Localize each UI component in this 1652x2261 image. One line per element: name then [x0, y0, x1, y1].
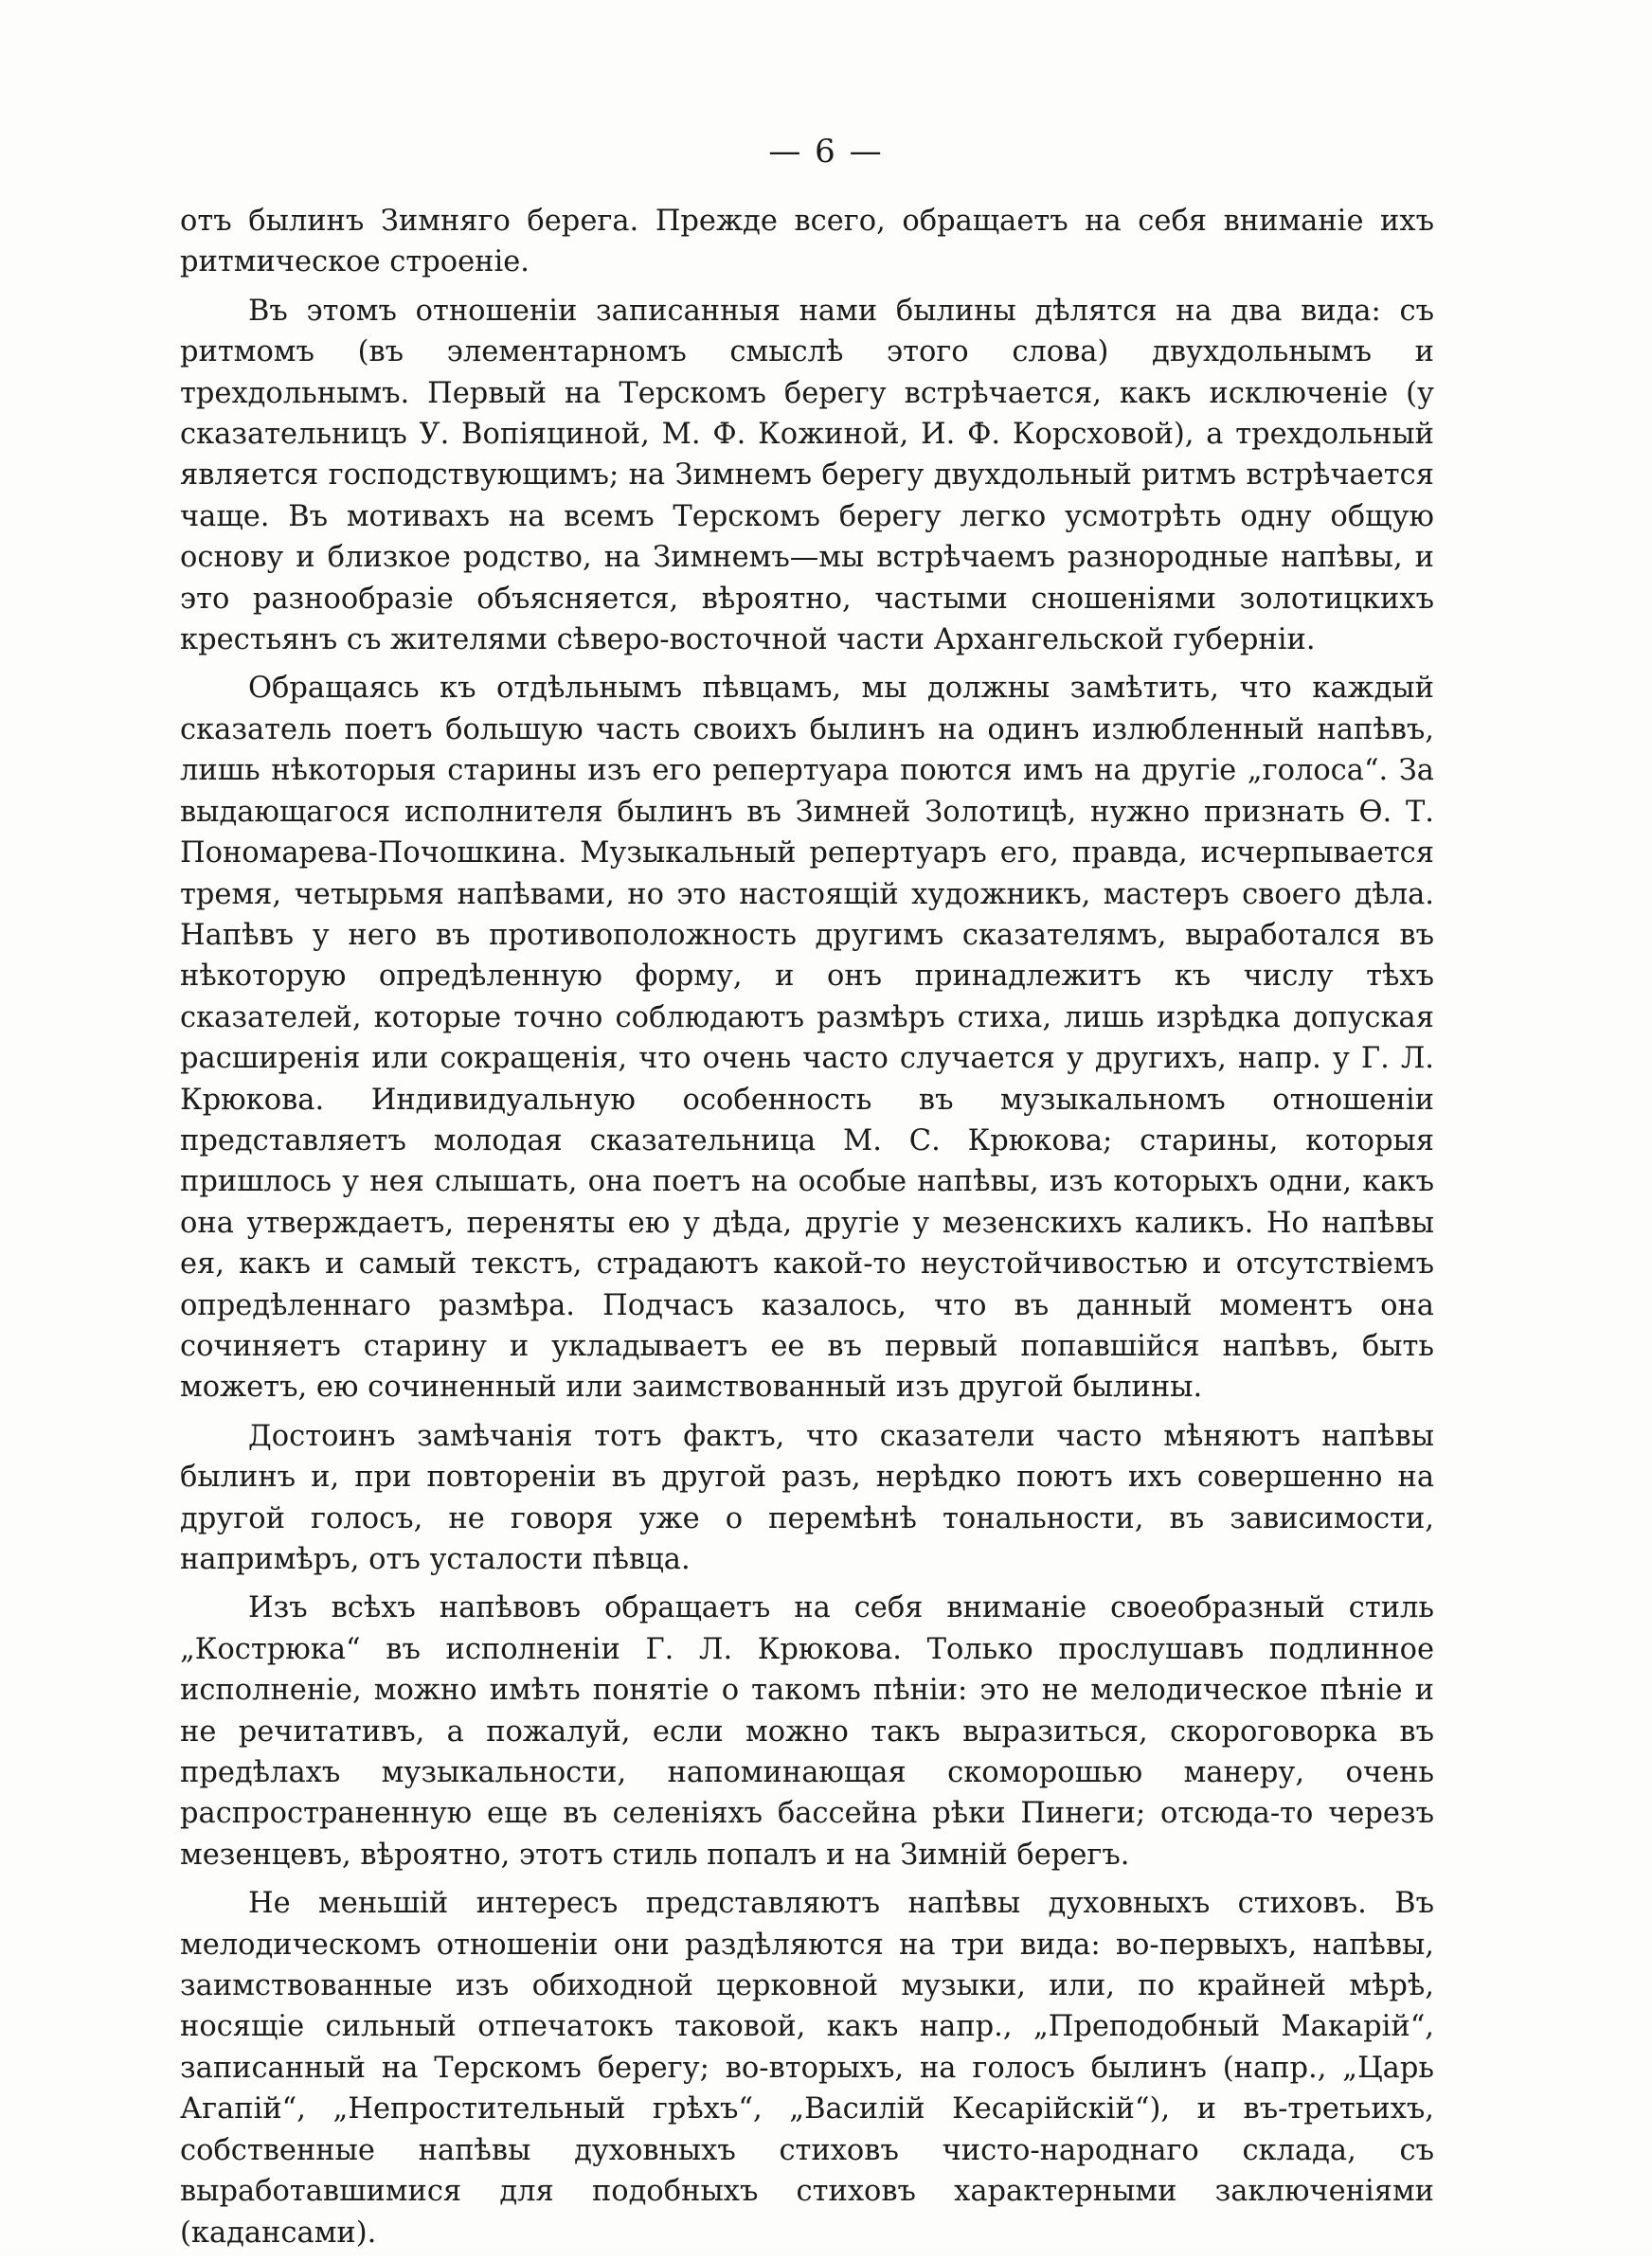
- text-body: [180, 201, 1434, 2261]
- paragraph-spiritual-verses: Не меньшій интересъ представляютъ напѣвы духовныхъ стиховъ. Въ мелодическомъ отношеніи они раздѣляются на три вида: во-первыхъ, напѣвы, заимствованные изъ обиходной церковной музыки, или, по крайней мѣрѣ, носящіе сильный отпечатокъ таковой, какъ напр., „Преподобный Макарій“, записанный на Терскомъ берегу; во-вторыхъ, на голосъ былинъ (напр., „Царь Агапій“, „Непростительный грѣхъ“, „Василій Кесарійскій“), и въ-третьихъ, собственные напѣвы духовныхъ стиховъ чисто-народнаго склада, съ выработавшимися для подобныхъ стиховъ характерными заключеніями (кадансами).: [180, 1887, 1434, 2250]
- paragraph-continuation: отъ былинъ Зимняго берега. Прежде всего, обращаетъ на себя вниманіе ихъ ритмическое строеніе.: [180, 205, 1434, 279]
- page-number: — 6 —: [768, 133, 884, 170]
- paragraph-kostryuk-style: Изъ всѣхъ напѣвовъ обращаетъ на себя вниманіе своеобразный стиль „Кострюка“ въ исполненіи Г. Л. Крюкова. Только прослушавъ подлинное исполненіе, можно имѣть понятіе о такомъ пѣніи: это не мелодическое пѣніе и не речитативъ, а пожалуй, если можно такъ выразиться, скороговорка въ предѣлахъ музыкальности, напоминающая скоморошью манеру, очень распространенную еще въ селеніяхъ бассейна рѣки Пинеги; отсюда-то черезъ мезенцевъ, вѣроятно, этотъ стиль попалъ и на Зимній берегъ.: [180, 1591, 1434, 1872]
- paragraph-melody-change: Достоинъ замѣчанія тотъ фактъ, что сказатели часто мѣняютъ напѣвы былинъ и, при повтореніи въ другой разъ, нерѣдко поютъ ихъ совершенно на другой голосъ, не говоря уже о перемѣнѣ тональности, въ зависимости, напримѣръ, отъ усталости пѣвца.: [180, 1419, 1434, 1576]
- paragraph-singers: Обращаясь къ отдѣльнымъ пѣвцамъ, мы должны замѣтить, что каждый сказатель поетъ большую часть своихъ былинъ на одинъ излюбленный напѣвъ, лишь нѣкоторыя старины изъ его репертуара поются имъ на другіе „голоса“. За выдающагося исполнителя былинъ въ Зимней Золотицѣ, нужно признать Ѳ. Т. Пономарева-Почошкина. Музыкальный репертуаръ его, правда, исчерпывается тремя, четырьмя напѣвами, но это настоящій художникъ, мастеръ своего дѣла. Напѣвъ у него въ противоположность другимъ сказателямъ, выработался въ нѣкоторую опредѣленную форму, и онъ принадлежитъ къ числу тѣхъ сказателей, которые точно соблюдаютъ размѣръ стиха, лишь изрѣдка допуская расширенія или сокращенія, что очень часто случается у другихъ, напр. у Г. Л. Крюкова. Индивидуальную особенность въ музыкальномъ отношеніи представляетъ молодая сказательница М. С. Крюкова; старины, которыя пришлось у нея слышать, она поетъ на особые напѣвы, изъ которыхъ одни, какъ она утверждаетъ, переняты ею у дѣда, другіе у мезенскихъ каликъ. Но напѣвы ея, какъ и самый текстъ, страдаютъ какой-то неустойчивостью и отсутствіемъ опредѣленнаго размѣра. Подчасъ казалось, что въ данный моментъ она сочиняетъ старину и укладываетъ ее въ первый попавшійся напѣвъ, быть можетъ, ею сочиненный или заимствованный изъ другой былины.: [180, 672, 1434, 1405]
- paragraph-rhythm: Въ этомъ отношеніи записанныя нами былины дѣлятся на два вида: съ ритмомъ (въ элементарномъ смыслѣ этого слова) двухдольнымъ и трехдольнымъ. Первый на Терскомъ берегу встрѣчается, какъ исключеніе (у сказательницъ У. Вопіяциной, М. Ф. Кожиной, И. Ф. Корсховой), а трехдольный является господствующимъ; на Зимнемъ берегу двухдольный ритмъ встрѣчается чаще. Въ мотивахъ на всемъ Терскомъ берегу легко усмотрѣть одну общую основу и близкое родство, на Зимнемъ—мы встрѣчаемъ разнородные напѣвы, и это разнообразіе объясняется, вѣроятно, частыми сношеніями золотицкихъ крестьянъ съ жителями сѣверо-восточной части Архангельской губерніи.: [180, 294, 1434, 657]
